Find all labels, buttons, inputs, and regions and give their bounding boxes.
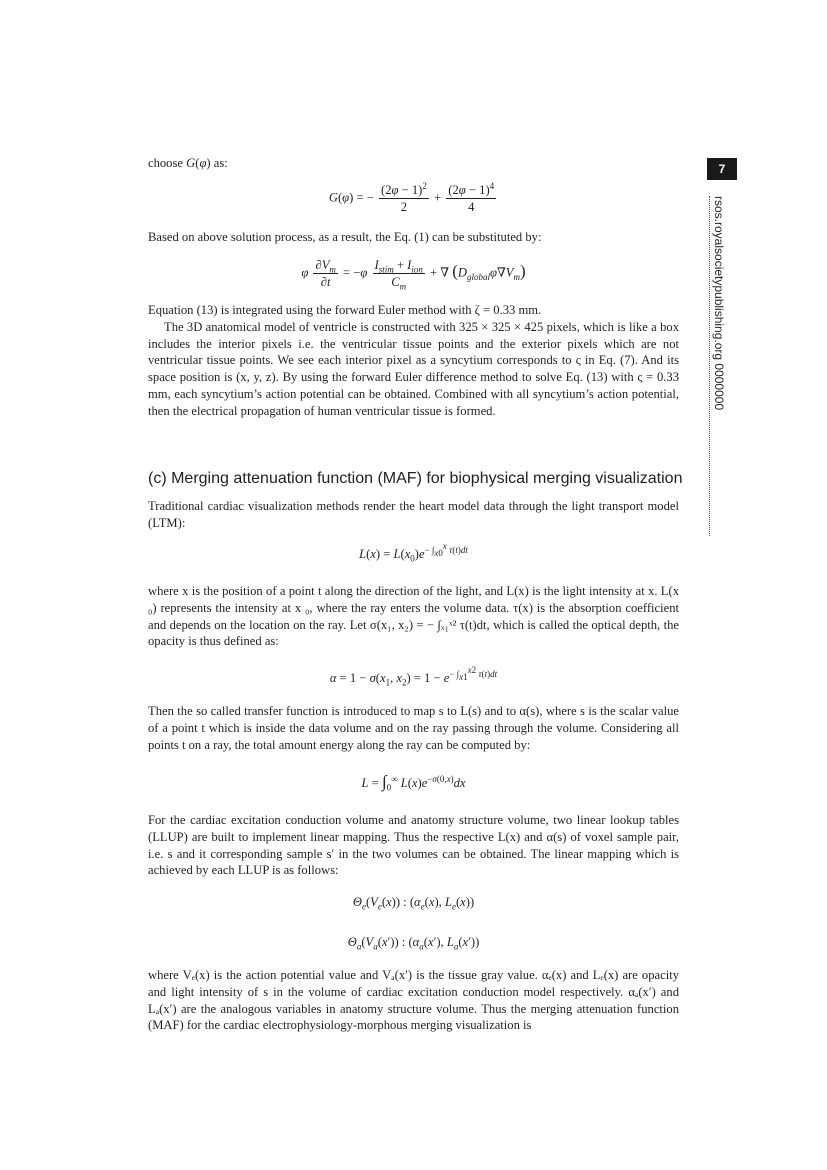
side-dotted-rule	[709, 196, 711, 536]
equation-Lint: $L = \int_0^\infty$ $L(x)e^{-\sigma(0,x)}dx$	[361, 772, 466, 793]
eq-G-den2: 4	[468, 200, 475, 214]
para-final	[148, 967, 679, 1034]
journal-url: rsos.royalsocietypublishing.org 0000000	[712, 196, 726, 411]
para-where-text: where x is the position of a point t along the direction of the light, and L(x) is the light intensity at x. L(x ₀) represents the intensity at x ₀, where the ray enters the volume data. τ(x) is the absorption coefficient and depends on the location on the ray. Let σ(x₁, x₂) = − ∫ₓ₁ˣ² τ(t)dt, which is called the optical depth, the opacity is thus defined as:	[148, 584, 679, 649]
eq-G-num2: $(2\varphi - 1)^4$	[448, 180, 495, 197]
eq-G-den1: 2	[400, 200, 408, 214]
equation-alpha: $\alpha = 1 - \sigma(x_1$, $x_2) = 1 - e^{- \int_{x1}^{x2} \tau(t)dt}$	[329, 665, 498, 688]
para-final-text: where Vₑ(x) is the action potential value and Vₐ(x′) is the tissue gray value. αₑ(x) and Lₑ(x) are opacity and light intensity of s in the volume of cardiac excitation conduction model respectively. αₐ(x′) and Lₐ(x′) are the analogous variables in anatomy structure volume. Thus the merging attenuation function (MAF) for the cardiac electrophysiology-morphous merging visualization is	[148, 968, 679, 1033]
para-traditional	[148, 498, 679, 532]
para-cardiac-text: For the cardiac excitation conduction volume and anatomy structure volume, two linear lookup tables (LLUP) are built to implement linear mapping. Thus the respective L(x) and α(s) of voxel sample pair, i.e. s and it corresponding sample s′ in the two volumes can be obtained. The linear mapping which is achieved by each LLUP is as follows:	[148, 813, 679, 878]
equation-L: $L(x) = L(x_0)e^{- \int_{x0}^x \tau(t)dt}$	[359, 541, 468, 564]
para-model: The 3D anatomical model of ventricle is constructed with 325 × 325 × 425 pixels, which is like a box includes the interior pixels i.e. the ventricular tissue points and the exterior pixels which are not ventricular tissue points. We see each interior pixel as a syncytium corresponds to ς in Eq. (7). And its space position is (x, y, z). By using the forward Euler difference method to solve Eq. (13) with ς = 0.33 mm, each syncytium’s action potential can be obtained. Combined with all syncytium’s action potential, then the electrical propagation of human ventricular tissue is formed.	[148, 319, 679, 418]
para-cardiac	[148, 812, 679, 879]
para-transfer-text: Then the so called transfer function is introduced to map s to L(s) and to α(s), where s is the scalar value of a point t which is inside the data volume and on the ray passing through the volume. Considering all points t on a ray, the total amount energy along the ray can be computed by:	[148, 704, 679, 752]
equation-Vm: φ $\frac{\partial V_m}{\partial t}$ = −φ $\frac{I_{stim} + I_{ion}}{C_m}$ + ∇ $(D_{global}\varphi\nabla V_m)$	[301, 258, 526, 292]
equation-G: G(φ) = − $\frac{(2\varphi - 1)^2}{2}$ + $\frac{(2\varphi - 1)^4}{4}$	[328, 180, 495, 214]
para-based-text: Based on above solution process, as a result, the Eq. (1) can be substituted by:	[148, 230, 542, 244]
section-heading: (c) Merging attenuation function (MAF) for biophysical merging visualization	[148, 470, 683, 487]
equation-theta-e: $\Theta_e(V_e(x))$ : ($\alpha_e(x)$, $L_e(x)$)	[352, 895, 475, 912]
para-transfer	[148, 703, 679, 753]
eq-G-num1: $(2\varphi - 1)^2$	[381, 180, 427, 197]
para-choose-text: choose G(φ) as:	[148, 156, 228, 170]
page-number-badge: 7	[707, 158, 737, 180]
para-model-block	[148, 302, 679, 420]
para-based	[148, 229, 679, 246]
para-traditional-text: Traditional cardiac visualization methods render the heart model data through the light transport model (LTM):	[148, 499, 679, 530]
para-where	[148, 583, 679, 650]
equation-theta-a: $\Theta_a(V_a(x'))$ : ($\alpha_a(x')$, $L_a(x')$)	[347, 935, 480, 952]
journal-side-label	[712, 196, 732, 536]
para-eq13: Equation (13) is integrated using the forward Euler method with ζ = 0.33 mm.	[148, 303, 542, 317]
para-choose	[148, 155, 679, 172]
